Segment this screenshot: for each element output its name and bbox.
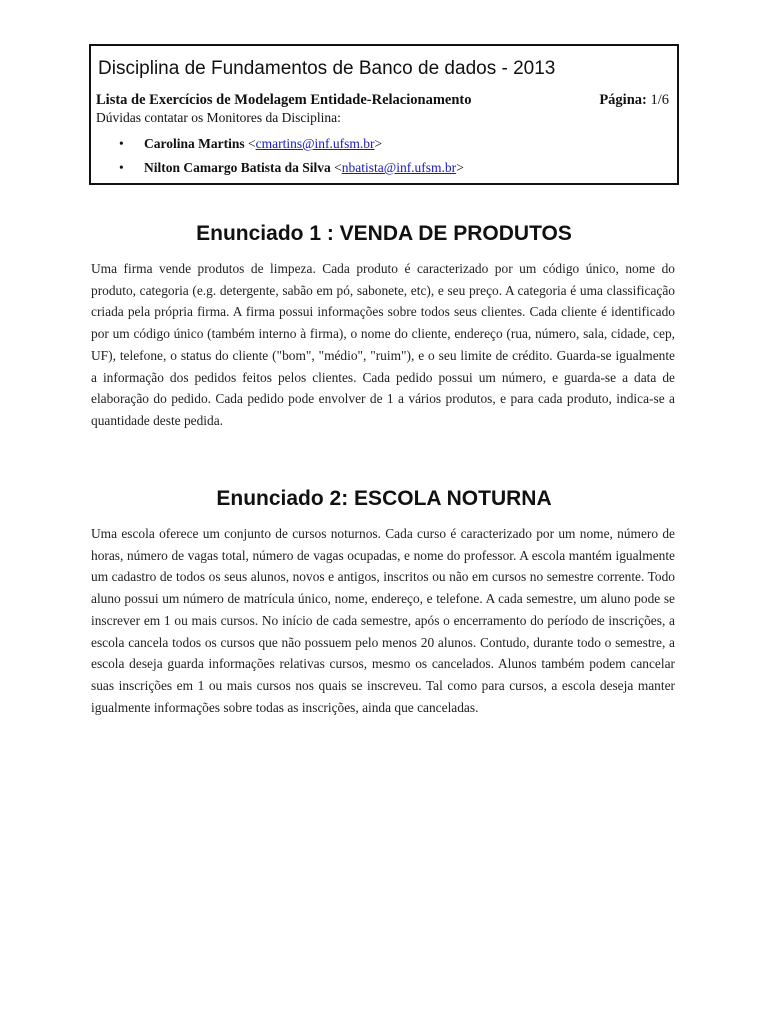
section-2-text: Uma escola oferece um conjunto de cursos noturnos. Cada curso é caracterizado por um nome, número de horas, número de vagas total, número de vagas ocupadas, e nome do professor. A escola mantém igualmente um cadastro de todos os seus alunos, novos e antigos, inscritos ou não em cursos no semestre corrente. Todo aluno possui um número de matrícula único, nome, endereço, e telefone. A cada semestre, um aluno pode se inscrever em 1 ou mais cursos. No início de cada semestre, após o encerramento do período de inscrições, a escola cancela todos os cursos que não possuem pelo menos 20 alunos. Contudo, durante todo o semestre, a escola deseja guarda informações relativas cursos, mesmo os cancelados. Alunos também podem cancelar suas inscrições em 1 ou mais cursos nos quais se inscreveu. Tal como para cursos, a escola deseja manter igualmente informações sobre todas as inscrições, ainda que canceladas.: [91, 526, 675, 715]
email-close-bracket: >: [456, 160, 464, 175]
email-open-bracket: <: [334, 160, 342, 175]
monitor-email-link[interactable]: cmartins@inf.ufsm.br: [255, 136, 375, 151]
contact-intro: Dúvidas contatar os Monitores da Disciplina:: [96, 110, 341, 125]
page-value: 1/6: [650, 92, 669, 108]
monitor-email-link[interactable]: nbatista@inf.ufsm.br: [341, 160, 457, 175]
monitor-list: [91, 136, 464, 184]
email-open-bracket: <: [248, 136, 256, 151]
bullet-icon: •: [119, 160, 124, 175]
monitor-name: Carolina Martins: [144, 136, 245, 151]
section-2-title: Enunciado 2: ESCOLA NOTURNA: [216, 487, 552, 510]
course-title: Disciplina de Fundamentos de Banco de dados - 2013: [98, 58, 556, 79]
bullet-icon: •: [119, 136, 124, 151]
email-close-bracket: >: [374, 136, 383, 151]
page-label: Página:: [599, 92, 647, 108]
exercise-list-title: Lista de Exercícios de Modelagem Entidade-Relacionamento: [96, 92, 472, 108]
page-number: [599, 92, 669, 109]
monitor-item: [91, 160, 464, 184]
section-1-title: Enunciado 1 : VENDA DE PRODUTOS: [196, 222, 572, 245]
monitor-name: Nilton Camargo Batista da Silva: [144, 160, 331, 175]
monitor-item: [91, 136, 464, 160]
section-1-text: Uma firma vende produtos de limpeza. Cada produto é caracterizado por um código único, nome do produto, categoria (e.g. detergente, sabão em pó, sabonete, etc), e seu preço. A categoria é uma classificação criada pela própria firma. A firma possui informações sobre todos seus clientes. Cada cliente é identificado por um código único (também interno à firma), o nome do cliente, endereço (rua, número, sala, cidade, cep, UF), telefone, o status do cliente ("bom", "médio", "ruim"), e o seu limite de crédito. Guarda-se igualmente a informação dos pedidos feitos pelos clientes. Cada pedido possui um número, e guarda-se a data de elaboração do pedido. Cada pedido pode envolver de 1 a vários produtos, e para cada produto, indica-se a quantidade deste pedida.: [91, 261, 675, 428]
header-box: [89, 44, 679, 185]
